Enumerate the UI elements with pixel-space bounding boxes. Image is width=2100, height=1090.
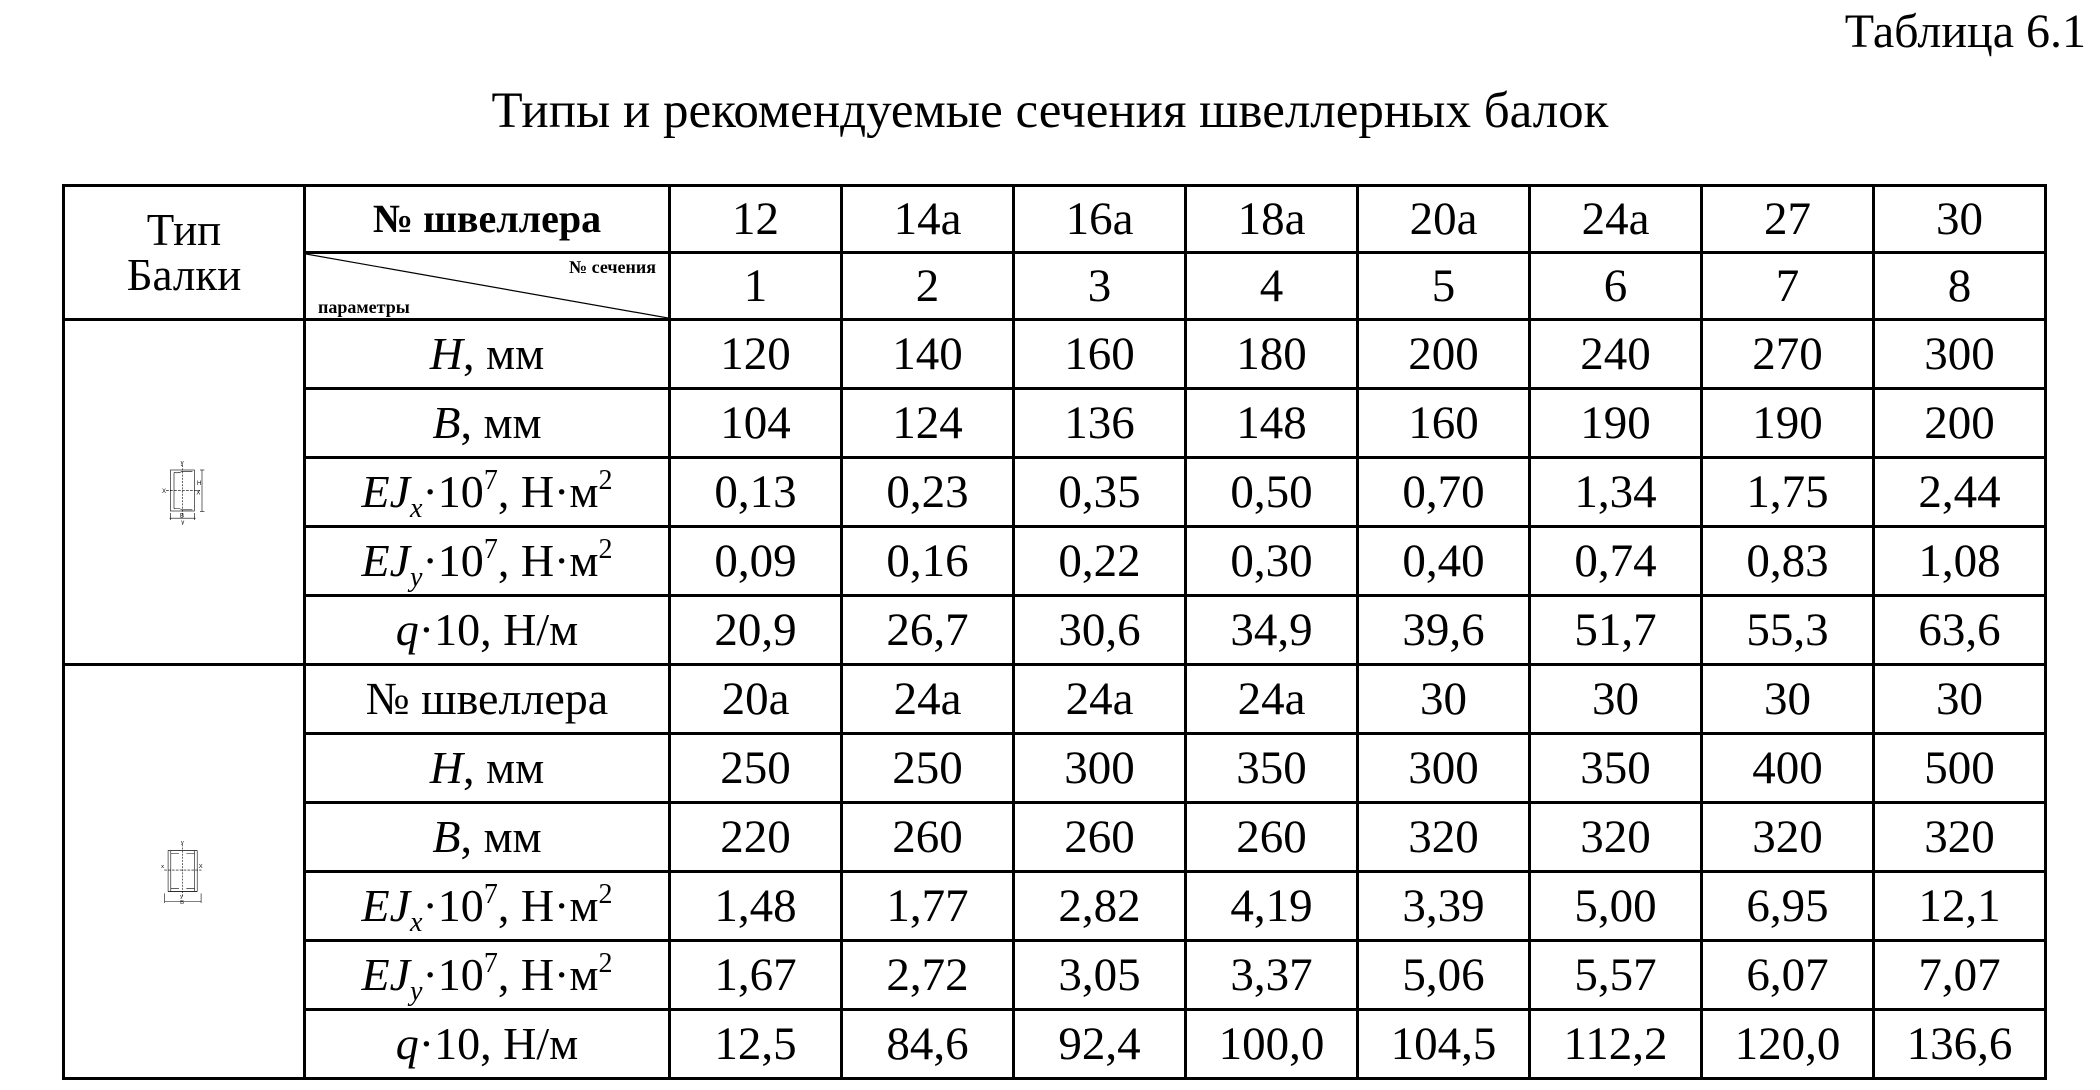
- value-cell: 6,07: [1702, 941, 1874, 1010]
- value-cell: 320: [1358, 803, 1530, 872]
- parameter-label: H, мм: [429, 741, 545, 793]
- value-cell: 148: [1186, 389, 1358, 458]
- value-cell: 240: [1530, 320, 1702, 389]
- table-row: [64, 803, 2046, 872]
- parameter-label-cell: [305, 803, 670, 872]
- value-cell: 300: [1014, 734, 1186, 803]
- table-row: [64, 665, 2046, 734]
- value-cell: 0,30: [1186, 527, 1358, 596]
- value-cell: 1,75: [1702, 458, 1874, 527]
- header-channel-3: 16a: [1014, 186, 1186, 253]
- table-row: [64, 596, 2046, 665]
- channel-beams-table: [62, 184, 2047, 1080]
- value-cell: 120,0: [1702, 1010, 1874, 1079]
- value-cell: 350: [1186, 734, 1358, 803]
- value-cell: 200: [1874, 389, 2046, 458]
- value-cell: 136: [1014, 389, 1186, 458]
- channel-number-label: № швеллера: [365, 672, 609, 724]
- table-row: [64, 458, 2046, 527]
- table-row: [64, 872, 2046, 941]
- value-cell: 1,77: [842, 872, 1014, 941]
- parameter-label-cell: [305, 320, 670, 389]
- value-cell: 190: [1702, 389, 1874, 458]
- table-number: Таблица 6.1: [1844, 5, 2086, 58]
- svg-text:H: H: [197, 481, 202, 487]
- value-cell: 3,05: [1014, 941, 1186, 1010]
- value-cell: 63,6: [1874, 596, 2046, 665]
- value-cell: 180: [1186, 320, 1358, 389]
- value-cell: 270: [1702, 320, 1874, 389]
- value-cell: 0,13: [670, 458, 842, 527]
- value-cell: 0,50: [1186, 458, 1358, 527]
- parameter-label: q·10, Н/м: [395, 1017, 579, 1069]
- parameter-label: $EJ_x\cdot 10^7$, $Н\cdot м^2$: [361, 878, 613, 938]
- channel-number-header: № швеллера: [305, 186, 670, 253]
- value-cell: 24a: [842, 665, 1014, 734]
- value-cell: 104: [670, 389, 842, 458]
- value-cell: 4,19: [1186, 872, 1358, 941]
- value-cell: 5,57: [1530, 941, 1702, 1010]
- table-row: [64, 941, 2046, 1010]
- parameter-label-cell: [305, 1010, 670, 1079]
- value-cell: 55,3: [1702, 596, 1874, 665]
- double-channel-section-figure: [64, 665, 305, 1079]
- type-column-header: Тип Балки: [64, 186, 305, 320]
- value-cell: 350: [1530, 734, 1702, 803]
- parameter-label-cell: [305, 527, 670, 596]
- value-cell: 3,37: [1186, 941, 1358, 1010]
- value-cell: 0,83: [1702, 527, 1874, 596]
- svg-text:B: B: [180, 899, 185, 905]
- value-cell: 136,6: [1874, 1010, 2046, 1079]
- table-row: [64, 1010, 2046, 1079]
- header-section-6: 6: [1530, 253, 1702, 320]
- value-cell: 124: [842, 389, 1014, 458]
- value-cell: 140: [842, 320, 1014, 389]
- value-cell: 24a: [1186, 665, 1358, 734]
- value-cell: 112,2: [1530, 1010, 1702, 1079]
- value-cell: 1,67: [670, 941, 842, 1010]
- parameter-label: H, мм: [429, 327, 545, 379]
- value-cell: 12,1: [1874, 872, 2046, 941]
- header-section-7: 7: [1702, 253, 1874, 320]
- value-cell: 320: [1702, 803, 1874, 872]
- value-cell: 24a: [1014, 665, 1186, 734]
- value-cell: 190: [1530, 389, 1702, 458]
- value-cell: 51,7: [1530, 596, 1702, 665]
- value-cell: 0,70: [1358, 458, 1530, 527]
- svg-text:x: x: [161, 863, 165, 870]
- value-cell: 260: [1186, 803, 1358, 872]
- svg-text:B: B: [180, 513, 185, 520]
- table-row: [64, 320, 2046, 389]
- double-channel-section-icon: [65, 839, 303, 905]
- header-row-sections: [64, 253, 2046, 320]
- parameter-label-cell: [305, 458, 670, 527]
- svg-text:y: y: [180, 460, 184, 467]
- svg-text:X: X: [162, 489, 167, 495]
- value-cell: 30,6: [1014, 596, 1186, 665]
- value-cell: 260: [1014, 803, 1186, 872]
- parameter-label-cell: [305, 389, 670, 458]
- value-cell: 20,9: [670, 596, 842, 665]
- header-section-4: 4: [1186, 253, 1358, 320]
- parameter-label: $EJ_x\cdot 10^7$, $Н\cdot м^2$: [361, 464, 613, 524]
- value-cell: 92,4: [1014, 1010, 1186, 1079]
- parameter-label-cell: [305, 596, 670, 665]
- value-cell: 5,00: [1530, 872, 1702, 941]
- value-cell: 26,7: [842, 596, 1014, 665]
- value-cell: 2,44: [1874, 458, 2046, 527]
- value-cell: 0,74: [1530, 527, 1702, 596]
- header-channel-8: 30: [1874, 186, 2046, 253]
- section-number-label: № сечения: [569, 257, 656, 277]
- value-cell: 20a: [670, 665, 842, 734]
- value-cell: 39,6: [1358, 596, 1530, 665]
- header-section-3: 3: [1014, 253, 1186, 320]
- value-cell: 34,9: [1186, 596, 1358, 665]
- value-cell: 7,07: [1874, 941, 2046, 1010]
- single-channel-section-icon: [65, 459, 303, 525]
- parameter-label-cell: [305, 734, 670, 803]
- parameter-label-cell: [305, 665, 670, 734]
- value-cell: 160: [1014, 320, 1186, 389]
- svg-text:X: X: [198, 863, 203, 870]
- header-section-8: 8: [1874, 253, 2046, 320]
- value-cell: 30: [1874, 665, 2046, 734]
- value-cell: 30: [1702, 665, 1874, 734]
- value-cell: 5,06: [1358, 941, 1530, 1010]
- value-cell: 1,08: [1874, 527, 2046, 596]
- table-row: [64, 527, 2046, 596]
- value-cell: 500: [1874, 734, 2046, 803]
- parameter-label-cell: [305, 872, 670, 941]
- value-cell: 250: [842, 734, 1014, 803]
- value-cell: 400: [1702, 734, 1874, 803]
- diagonal-header-cell: [305, 253, 670, 320]
- value-cell: 12,5: [670, 1010, 842, 1079]
- parameters-label: параметры: [318, 297, 410, 317]
- value-cell: 260: [842, 803, 1014, 872]
- table-caption: Типы и рекомендуемые сечения швеллерных балок: [491, 83, 1609, 139]
- header-section-1: 1: [670, 253, 842, 320]
- value-cell: 0,16: [842, 527, 1014, 596]
- single-channel-section-figure: [64, 320, 305, 665]
- header-channel-6: 24a: [1530, 186, 1702, 253]
- value-cell: 1,48: [670, 872, 842, 941]
- value-cell: 0,22: [1014, 527, 1186, 596]
- table-row: [64, 734, 2046, 803]
- value-cell: 6,95: [1702, 872, 1874, 941]
- value-cell: 84,6: [842, 1010, 1014, 1079]
- value-cell: 104,5: [1358, 1010, 1530, 1079]
- value-cell: 3,39: [1358, 872, 1530, 941]
- svg-text:y: y: [180, 839, 184, 846]
- parameter-label: B, мм: [432, 396, 542, 448]
- parameter-label: $EJ_y\cdot 10^7$, $Н\cdot м^2$: [361, 947, 613, 1007]
- parameter-label: $EJ_y\cdot 10^7$, $Н\cdot м^2$: [361, 533, 613, 593]
- svg-text:y: y: [181, 520, 185, 525]
- table-row: [64, 389, 2046, 458]
- value-cell: 1,34: [1530, 458, 1702, 527]
- header-channel-7: 27: [1702, 186, 1874, 253]
- value-cell: 0,35: [1014, 458, 1186, 527]
- value-cell: 300: [1874, 320, 2046, 389]
- value-cell: 30: [1530, 665, 1702, 734]
- value-cell: 0,23: [842, 458, 1014, 527]
- header-row-channels: [64, 186, 2046, 253]
- value-cell: 300: [1358, 734, 1530, 803]
- header-section-5: 5: [1358, 253, 1530, 320]
- header-channel-5: 20a: [1358, 186, 1530, 253]
- value-cell: 320: [1874, 803, 2046, 872]
- value-cell: 0,09: [670, 527, 842, 596]
- value-cell: 100,0: [1186, 1010, 1358, 1079]
- value-cell: 200: [1358, 320, 1530, 389]
- value-cell: 250: [670, 734, 842, 803]
- value-cell: 30: [1358, 665, 1530, 734]
- value-cell: 2,82: [1014, 872, 1186, 941]
- header-channel-2: 14a: [842, 186, 1014, 253]
- value-cell: 2,72: [842, 941, 1014, 1010]
- value-cell: 220: [670, 803, 842, 872]
- svg-text:X: X: [196, 490, 201, 497]
- header-channel-4: 18a: [1186, 186, 1358, 253]
- value-cell: 0,40: [1358, 527, 1530, 596]
- value-cell: 320: [1530, 803, 1702, 872]
- value-cell: 120: [670, 320, 842, 389]
- parameter-label: q·10, Н/м: [395, 603, 579, 655]
- value-cell: 160: [1358, 389, 1530, 458]
- header-section-2: 2: [842, 253, 1014, 320]
- header-channel-1: 12: [670, 186, 842, 253]
- svg-text:y: y: [180, 893, 184, 900]
- parameter-label: B, мм: [432, 810, 542, 862]
- parameter-label-cell: [305, 941, 670, 1010]
